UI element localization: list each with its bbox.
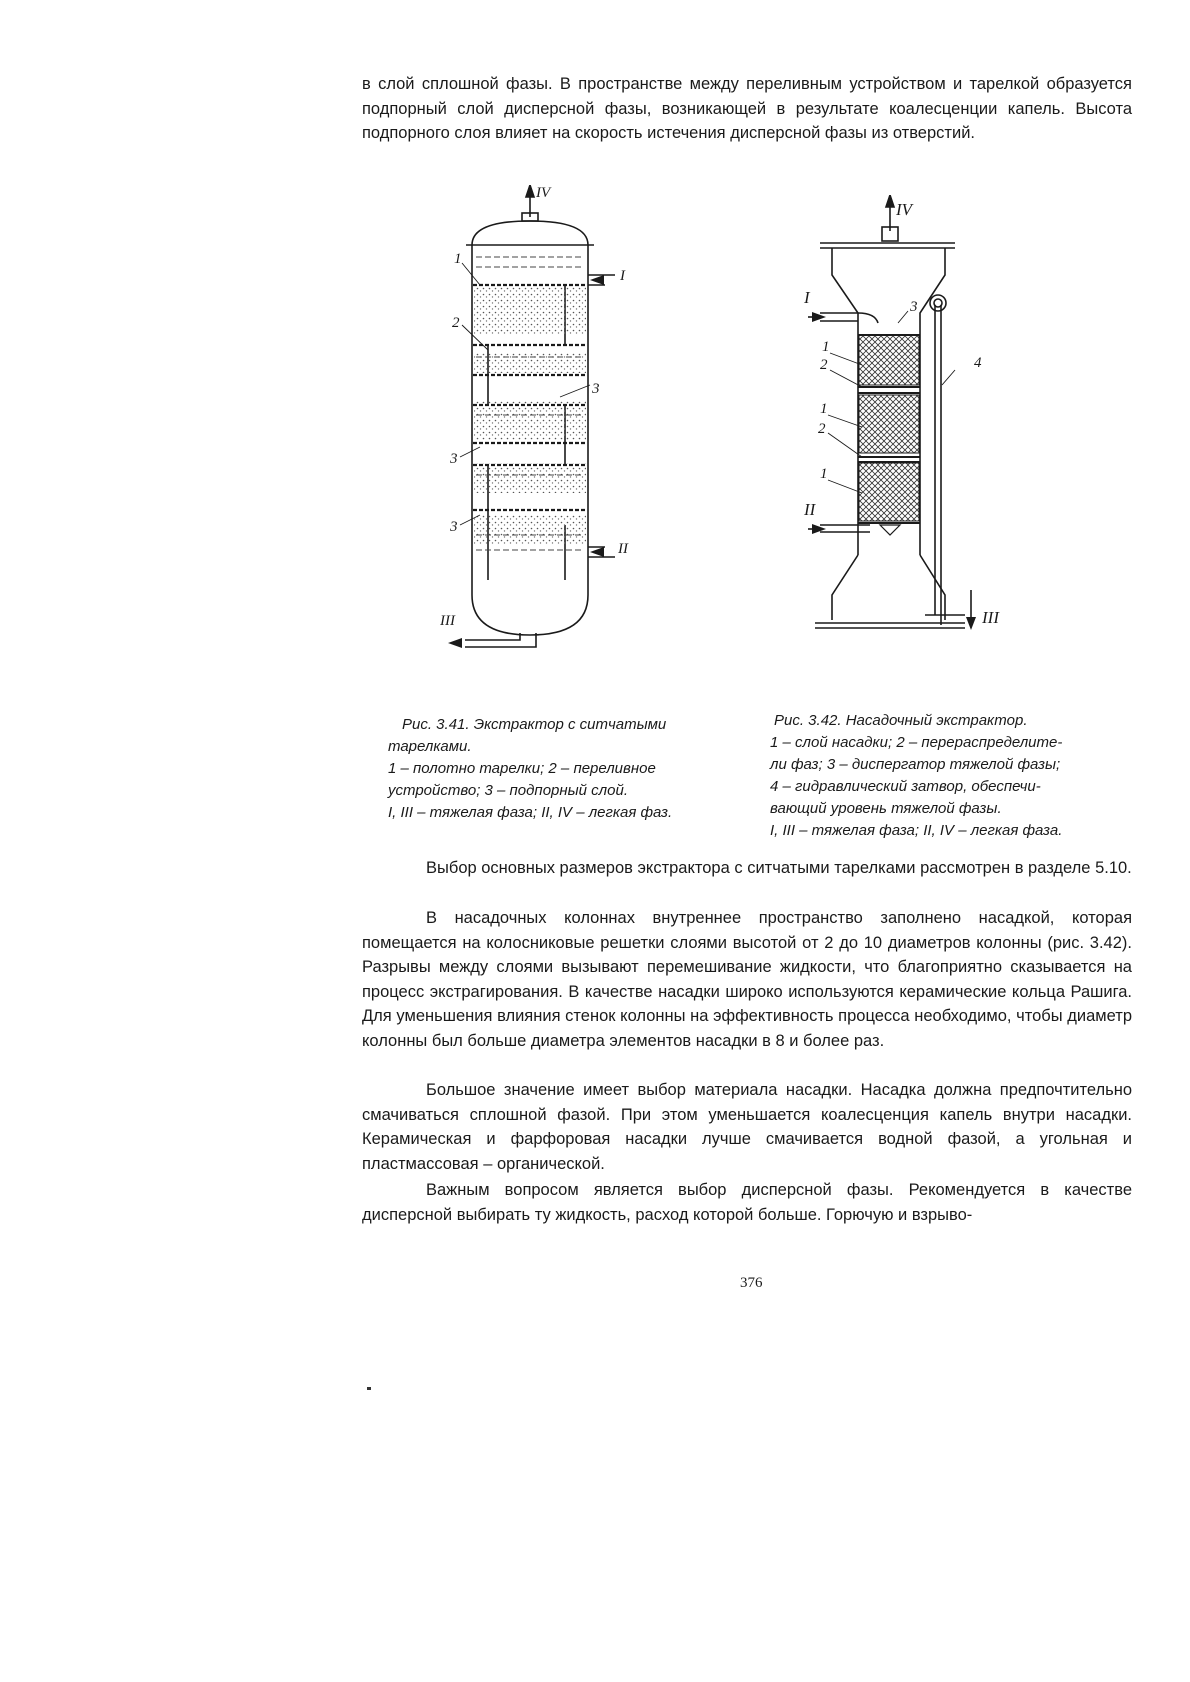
- figure-341-diagram: [440, 185, 660, 685]
- fig341-label-3c: 3: [450, 519, 458, 535]
- fig342-label-ii: II: [804, 500, 816, 519]
- fig342-label-4: 4: [974, 355, 982, 371]
- page-number: 376: [740, 1275, 763, 1291]
- figure-341-caption: [388, 714, 672, 824]
- fig341-label-ii: II: [618, 541, 628, 557]
- fig341-label-3a: 3: [592, 381, 600, 397]
- figure-342-caption: [770, 710, 1062, 842]
- fig342-label-i: I: [804, 288, 810, 307]
- fig341-label-iv: IV: [536, 185, 551, 201]
- fig342-label-iv: IV: [896, 200, 913, 219]
- paragraph-4: Важным вопросом является выбор дисперсной фазы. Рекомендуется в качестве дисперсной выбирать ту жидкость, расход которой больше. Горючую и взрыво-: [362, 1181, 1132, 1224]
- figure-342-diagram: [770, 195, 1050, 685]
- fig342-label-1b: 1: [820, 401, 828, 417]
- fig341-label-1: 1: [454, 251, 462, 267]
- caption-line: 1 – полотно тарелки; 2 – переливное: [388, 760, 656, 777]
- fig341-label-2: 2: [452, 315, 460, 331]
- fig342-label-2a: 2: [820, 357, 828, 373]
- caption-line: ли фаз; 3 – диспергатор тяжелой фазы;: [770, 756, 1061, 773]
- fig342-label-1a: 1: [822, 339, 830, 355]
- fig342-label-3: 3: [910, 299, 918, 315]
- fig341-label-i: I: [620, 268, 625, 284]
- caption-line: Рис. 3.41. Экстрактор с ситчатыми: [402, 716, 667, 733]
- paragraph-2: В насадочных колоннах внутреннее пространство заполнено насадкой, которая помещается на колосниковые решетки слоями высотой от 2 до 10 диаметров колонны (рис. 3.42). Разрывы между слоями вызывают перемешивание жидкости, что благоприятно сказывается на процесс экстрагирования. В качестве насадки широко используются керамические кольца Рашига. Для уменьшения влияния стенок колонны на эффективность процесса необходимо, чтобы диаметр колонны был больше диаметра элементов насадки в 8 и более раз.: [362, 909, 1132, 1050]
- fig342-label-iii: III: [982, 608, 999, 627]
- paragraph-1: Выбор основных размеров экстрактора с ситчатыми тарелками рассмотрен в разделе 5.10.: [426, 859, 1132, 877]
- top-paragraph: в слой сплошной фазы. В пространстве между переливным устройством и тарелкой образуется подпорный слой дисперсной фазы, возникающей в результате коалесценции капель. Высота подпорного слоя влияет на скорость истечения дисперсной фазы из отверстий.: [362, 75, 1132, 142]
- caption-line: устройство; 3 – подпорный слой.: [388, 782, 628, 799]
- scan-speck: [367, 1387, 371, 1390]
- caption-line: I, III – тяжелая фаза; II, IV – легкая фаз.: [388, 804, 673, 821]
- fig342-label-2b: 2: [818, 421, 826, 437]
- caption-line: тарелками.: [388, 738, 472, 755]
- caption-line: 4 – гидравлический затвор, обеспечи-: [770, 778, 1041, 795]
- fig341-label-3b: 3: [450, 451, 458, 467]
- fig341-label-iii: III: [440, 613, 455, 629]
- fig342-label-1c: 1: [820, 466, 828, 482]
- caption-line: 1 – слой насадки; 2 – перераспределите-: [770, 734, 1063, 751]
- paragraph-3: Большое значение имеет выбор материала насадки. Насадка должна предпочтительно смачиваться сплошной фазой. При этом уменьшается коалесценция капель внутри насадки. Керамическая и фарфоровая насадки лучше смачивается водной фазой, а угольная и пластмассовая – органической.: [362, 1081, 1132, 1173]
- caption-line: I, III – тяжелая фаза; II, IV – легкая фаза.: [770, 822, 1063, 839]
- caption-line: Рис. 3.42. Насадочный экстрактор.: [774, 712, 1028, 729]
- caption-line: вающий уровень тяжелой фазы.: [770, 800, 1002, 817]
